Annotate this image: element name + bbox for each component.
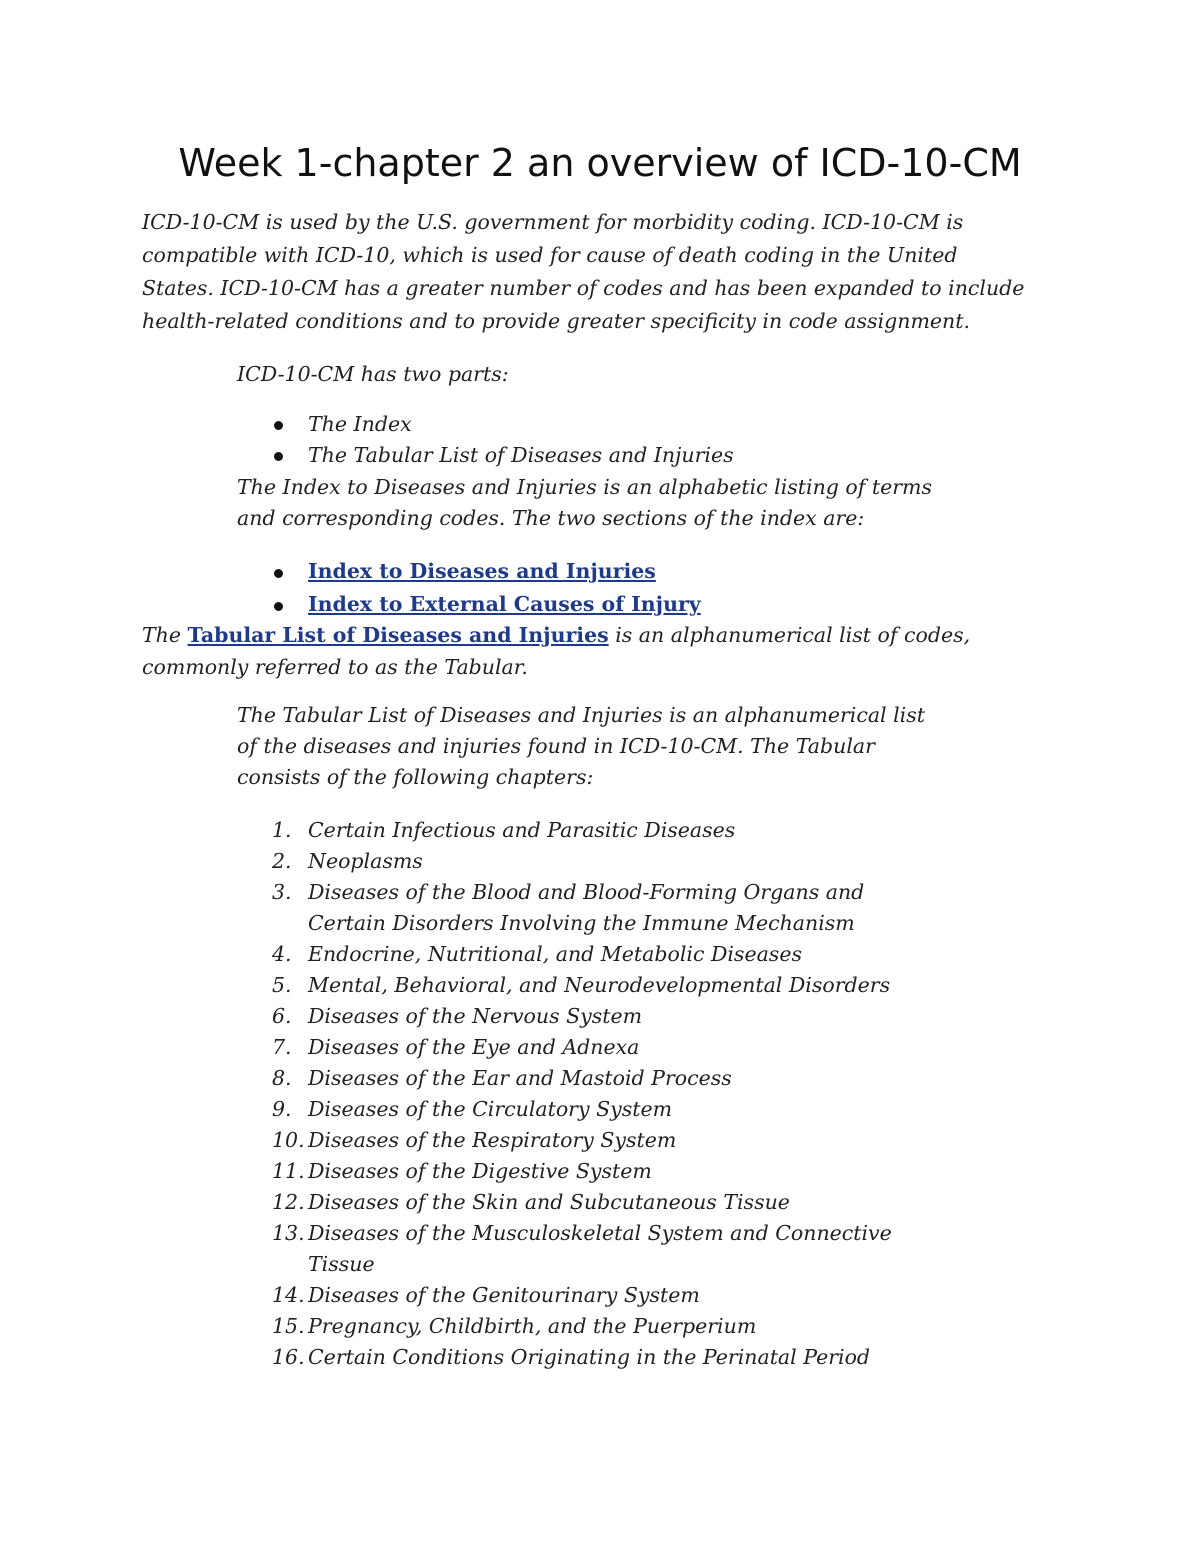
index-desc-line: The Index to Diseases and Injuries is an alphabetic listing of terms [237,475,933,499]
tabular-desc-line2: commonly referred to as the Tabular. [142,655,528,679]
list-item [308,556,701,589]
tabular-desc-prefix: The [142,623,188,647]
part-label: The Index [308,412,412,436]
chapter-title: Certain Conditions Originating in the Perinatal Period [308,1345,871,1369]
chapter-number: 4. [272,942,292,966]
chapter-number: 6. [272,1004,292,1028]
chapter-item [272,1342,892,1373]
index-sections-list [308,556,701,622]
chapter-title: Diseases of the Nervous System [308,1004,643,1028]
chapter-item [272,846,892,877]
chapter-item [272,1032,892,1063]
chapter-number: 2. [272,849,292,873]
bullet-icon [274,421,283,430]
chapter-number: 16. [272,1345,305,1369]
chapter-number: 3. [272,880,292,904]
tabular-paragraph [237,700,925,793]
chapter-title: Diseases of the Musculoskeletal System and Connective [308,1221,892,1245]
chapter-number: 11. [272,1159,305,1183]
chapter-title: Endocrine, Nutritional, and Metabolic Diseases [308,942,802,966]
chapter-item [272,1001,892,1032]
index-desc-line: and corresponding codes. The two sections of the index are: [237,506,865,530]
tabular-para-line: The Tabular List of Diseases and Injuries is an alphanumerical list [237,703,925,727]
tabular-description [142,619,970,683]
tabular-list-link[interactable]: Tabular List of Diseases and Injuries [187,623,609,647]
chapter-number: 1. [272,818,292,842]
chapter-title-continued: Tissue [308,1252,375,1276]
bullet-icon [274,452,283,461]
list-item [308,409,734,440]
chapter-item [272,1094,892,1125]
bullet-icon [274,569,283,578]
chapter-title: Diseases of the Skin and Subcutaneous Tissue [308,1190,790,1214]
chapter-title: Diseases of the Respiratory System [308,1128,677,1152]
chapter-number: 8. [272,1066,292,1090]
chapter-number: 10. [272,1128,305,1152]
tabular-desc-line [142,619,970,651]
chapter-item [272,877,892,939]
intro-line: States. ICD-10-CM has a greater number of codes and has been expanded to include [142,276,1025,300]
chapter-item [272,1156,892,1187]
parts-list [308,409,734,471]
chapter-item [272,1218,892,1280]
page-title: Week 1-chapter 2 an overview of ICD-10-CM [178,141,1022,185]
index-description [237,472,932,534]
chapter-number: 12. [272,1190,305,1214]
intro-line: health-related conditions and to provide greater specificity in code assignment. [142,309,970,333]
list-item [308,589,701,622]
chapter-number: 9. [272,1097,292,1121]
chapter-title: Diseases of the Blood and Blood-Forming Organs and [308,880,865,904]
chapter-title: Certain Infectious and Parasitic Diseases [308,818,736,842]
intro-line: compatible with ICD-10, which is used for cause of death coding in the United [142,243,958,267]
index-external-causes-link[interactable]: Index to External Causes of Injury [308,592,701,616]
chapters-list [272,815,892,1373]
chapter-item [272,1187,892,1218]
chapter-item [272,970,892,1001]
chapter-item [272,1125,892,1156]
tabular-para-line: consists of the following chapters: [237,765,594,789]
chapter-title: Mental, Behavioral, and Neurodevelopmental Disorders [308,973,891,997]
chapter-number: 5. [272,973,292,997]
intro-paragraph [142,206,1082,338]
chapter-number: 14. [272,1283,305,1307]
chapter-title: Diseases of the Digestive System [308,1159,652,1183]
chapter-item [272,939,892,970]
part-label: The Tabular List of Diseases and Injuries [308,443,734,467]
chapter-title: Neoplasms [308,849,423,873]
bullet-icon [274,602,283,611]
chapter-number: 13. [272,1221,305,1245]
chapter-title: Pregnancy, Childbirth, and the Puerperium [308,1314,757,1338]
chapter-item [272,1311,892,1342]
list-item [308,440,734,471]
chapter-item [272,815,892,846]
chapter-item [272,1280,892,1311]
chapter-title: Diseases of the Circulatory System [308,1097,673,1121]
chapter-title: Diseases of the Eye and Adnexa [308,1035,640,1059]
chapter-number: 7. [272,1035,292,1059]
chapter-title: Diseases of the Ear and Mastoid Process [308,1066,732,1090]
tabular-para-line: of the diseases and injuries found in ICD-10-CM. The Tabular [237,734,875,758]
parts-label: ICD-10-CM has two parts: [237,362,509,386]
chapter-item [272,1063,892,1094]
chapter-title: Diseases of the Genitourinary System [308,1283,700,1307]
intro-line: ICD-10-CM is used by the U.S. government for morbidity coding. ICD-10-CM is [142,210,964,234]
index-diseases-link[interactable]: Index to Diseases and Injuries [308,559,656,583]
tabular-desc-suffix: is an alphanumerical list of codes, [608,623,971,647]
chapter-title-continued: Certain Disorders Involving the Immune Mechanism [308,911,855,935]
chapter-number: 15. [272,1314,305,1338]
